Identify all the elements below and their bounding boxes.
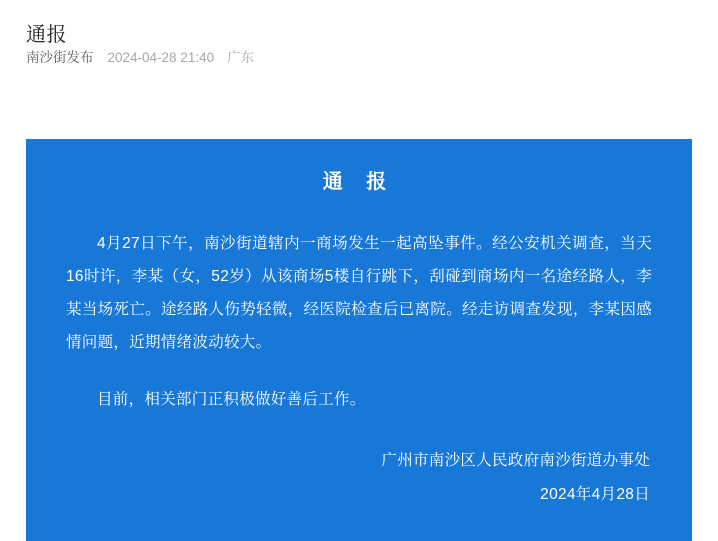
notice-signer: 广州市南沙区人民政府南沙街道办事处 [381,452,650,469]
meta-source-label: 南沙街发布 [26,50,94,65]
meta-region-label: 广东 [227,50,255,65]
notice-signature [381,444,650,512]
notice-body [26,227,692,416]
notice-card [26,139,692,541]
notice-paragraph: 目前，相关部门正积极做好善后工作。 [97,391,366,408]
meta-datetime-label: 2024-04-28 21:40 [107,50,215,65]
article-meta [26,48,254,68]
notice-sign-date: 2024年4月28日 [540,486,650,503]
notice-heading: 通 报 [322,171,396,193]
page-title: 通报 [26,24,67,47]
notice-paragraph: 4月27日下午，南沙街道辖内一商场发生一起高坠事件。经公安机关调查，当天16时许，李某（女，52岁）从该商场5楼自行跳下，刮碰到商场内一名途经路人，李某当场死亡。途经路人伤势轻微，经医院检查后已离院。经走访调查发现，李某因感情问题，近期情绪波动较大。 [66,235,652,351]
